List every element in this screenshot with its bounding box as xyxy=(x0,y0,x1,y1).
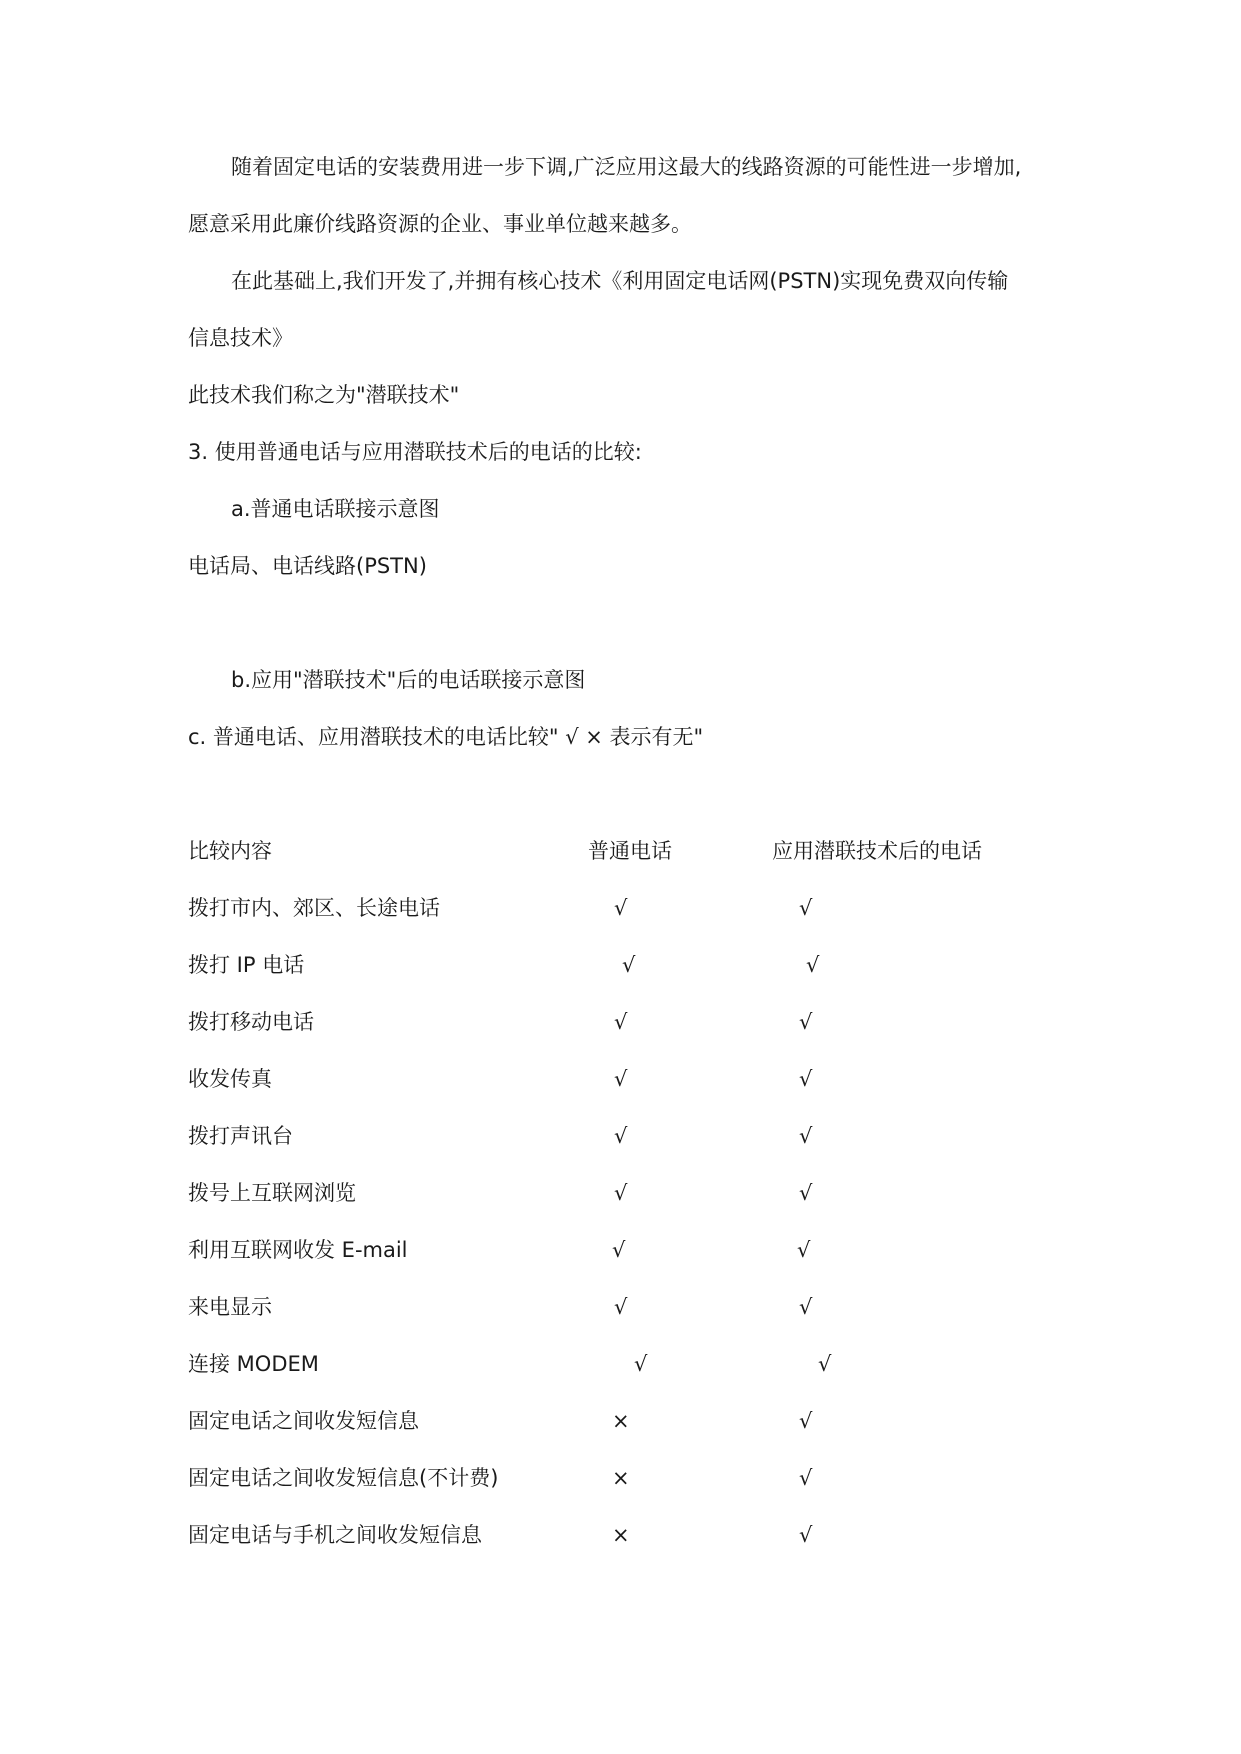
row-tech-mark: √ xyxy=(799,1124,813,1148)
row-tech-mark: √ xyxy=(818,1352,832,1376)
row-normal-mark: √ xyxy=(612,1238,626,1262)
row-normal-mark: √ xyxy=(614,1295,628,1319)
row-tech-mark: √ xyxy=(799,1466,813,1490)
row-tech-mark: √ xyxy=(799,896,813,920)
row-tech-mark: √ xyxy=(806,953,820,977)
row-item: 收发传真 xyxy=(188,1067,272,1091)
subheading-b: b.应用"潜联技术"后的电话联接示意图 xyxy=(231,668,586,692)
row-normal-mark: √ xyxy=(622,953,636,977)
row-normal-mark: √ xyxy=(614,896,628,920)
row-item: 拨打 IP 电话 xyxy=(188,953,305,977)
row-tech-mark: √ xyxy=(799,1010,813,1034)
row-item: 固定电话之间收发短信息 xyxy=(188,1409,419,1433)
row-item: 利用互联网收发 E-mail xyxy=(188,1238,408,1262)
row-tech-mark: √ xyxy=(797,1238,811,1262)
paragraph-line-1: 随着固定电话的安装费用进一步下调,广泛应用这最大的线路资源的可能性进一步增加, xyxy=(231,155,1022,179)
row-tech-mark: √ xyxy=(799,1067,813,1091)
paragraph-line-4: 信息技术》 xyxy=(188,326,293,350)
section-heading-comparison: 3. 使用普通电话与应用潜联技术后的电话的比较: xyxy=(188,440,642,464)
row-tech-mark: √ xyxy=(799,1409,813,1433)
row-normal-mark: √ xyxy=(614,1181,628,1205)
subheading-a: a.普通电话联接示意图 xyxy=(231,497,440,521)
row-item: 固定电话之间收发短信息(不计费) xyxy=(188,1466,499,1490)
row-normal-mark: × xyxy=(612,1466,630,1490)
row-item: 连接 MODEM xyxy=(188,1352,319,1376)
row-item: 拨打市内、郊区、长途电话 xyxy=(188,896,440,920)
diagram-caption-a: 电话局、电话线路(PSTN) xyxy=(188,554,427,578)
row-normal-mark: √ xyxy=(634,1352,648,1376)
row-normal-mark: × xyxy=(612,1409,630,1433)
paragraph-line-2: 愿意采用此廉价线路资源的企业、事业单位越来越多。 xyxy=(188,212,692,236)
row-normal-mark: √ xyxy=(614,1124,628,1148)
row-item: 来电显示 xyxy=(188,1295,272,1319)
technology-name-line: 此技术我们称之为"潜联技术" xyxy=(188,383,460,407)
row-tech-mark: √ xyxy=(799,1523,813,1547)
row-normal-mark: √ xyxy=(614,1010,628,1034)
row-item: 拨号上互联网浏览 xyxy=(188,1181,356,1205)
row-normal-mark: √ xyxy=(614,1067,628,1091)
table-header-tech: 应用潜联技术后的电话 xyxy=(772,839,982,863)
row-item: 拨打移动电话 xyxy=(188,1010,314,1034)
subheading-c: c. 普通电话、应用潜联技术的电话比较" √ × 表示有无" xyxy=(188,725,704,749)
paragraph-line-3: 在此基础上,我们开发了,并拥有核心技术《利用固定电话网(PSTN)实现免费双向传输 xyxy=(231,269,1009,293)
row-item: 固定电话与手机之间收发短信息 xyxy=(188,1523,482,1547)
table-header-item: 比较内容 xyxy=(188,839,272,863)
row-normal-mark: × xyxy=(612,1523,630,1547)
row-tech-mark: √ xyxy=(799,1295,813,1319)
row-item: 拨打声讯台 xyxy=(188,1124,293,1148)
table-header-normal: 普通电话 xyxy=(588,839,672,863)
row-tech-mark: √ xyxy=(799,1181,813,1205)
